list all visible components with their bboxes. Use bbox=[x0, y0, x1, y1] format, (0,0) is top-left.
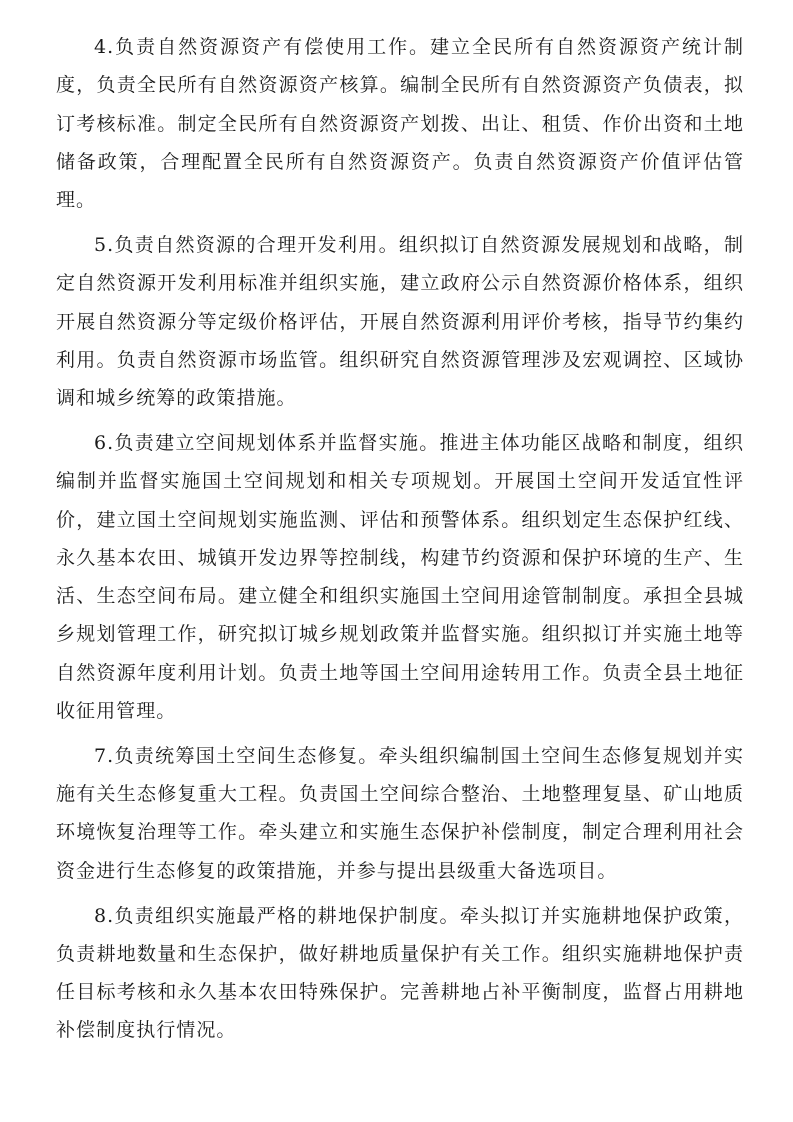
paragraph-item-5: 5.负责自然资源的合理开发利用。组织拟订自然资源发展规划和战略，制定自然资源开发利用标准并组织实施，建立政府公示自然资源价格体系，组织开展自然资源分等定级价格评估，开展自然资源利用评价考核，指导节约集约利用。负责自然资源市场监管。组织研究自然资源管理涉及宏观调控、区域协调和城乡统筹的政策措施。 bbox=[56, 233, 744, 410]
paragraph-item-4: 4.负责自然资源资产有偿使用工作。建立全民所有自然资源资产统计制度，负责全民所有自然资源资产核算。编制全民所有自然资源资产负债表，拟订考核标准。制定全民所有自然资源资产划拨、出让、租赁、作价出资和土地储备政策，合理配置全民所有自然资源资产。负责自然资源资产价值评估管理。 bbox=[56, 36, 744, 212]
paragraph-item-8: 8.负责组织实施最严格的耕地保护制度。牵头拟订并实施耕地保护政策，负责耕地数量和生态保护，做好耕地质量保护有关工作。组织实施耕地保护责任目标考核和永久基本农田特殊保护。完善耕地占补平衡制度，监督占用耕地补偿制度执行情况。 bbox=[56, 904, 744, 1042]
paragraph-item-7: 7.负责统筹国土空间生态修复。牵头组织编制国土空间生态修复规划并实施有关生态修复重大工程。负责国土空间综合整治、土地整理复垦、矿山地质环境恢复治理等工作。牵头建立和实施生态保护补偿制度，制定合理利用社会资金进行生态修复的政策措施，并参与提出县级重大备选项目。 bbox=[56, 744, 744, 882]
paragraph-item-6: 6.负责建立空间规划体系并监督实施。推进主体功能区战略和制度，组织编制并监督实施国土空间规划和相关专项规划。开展国土空间开发适宜性评价，建立国土空间规划实施监测、评估和预警体系。组织划定生态保护红线、永久基本农田、城镇开发边界等控制线，构建节约资源和保护环境的生产、生活、生态空间布局。建立健全和组织实施国土空间用途管制制度。承担全县城乡规划管理工作，研究拟订城乡规划政策并监督实施。组织拟订并实施土地等自然资源年度利用计划。负责土地等国土空间用途转用工作。负责全县土地征收征用管理。 bbox=[56, 431, 744, 723]
document-page bbox=[56, 28, 744, 1056]
